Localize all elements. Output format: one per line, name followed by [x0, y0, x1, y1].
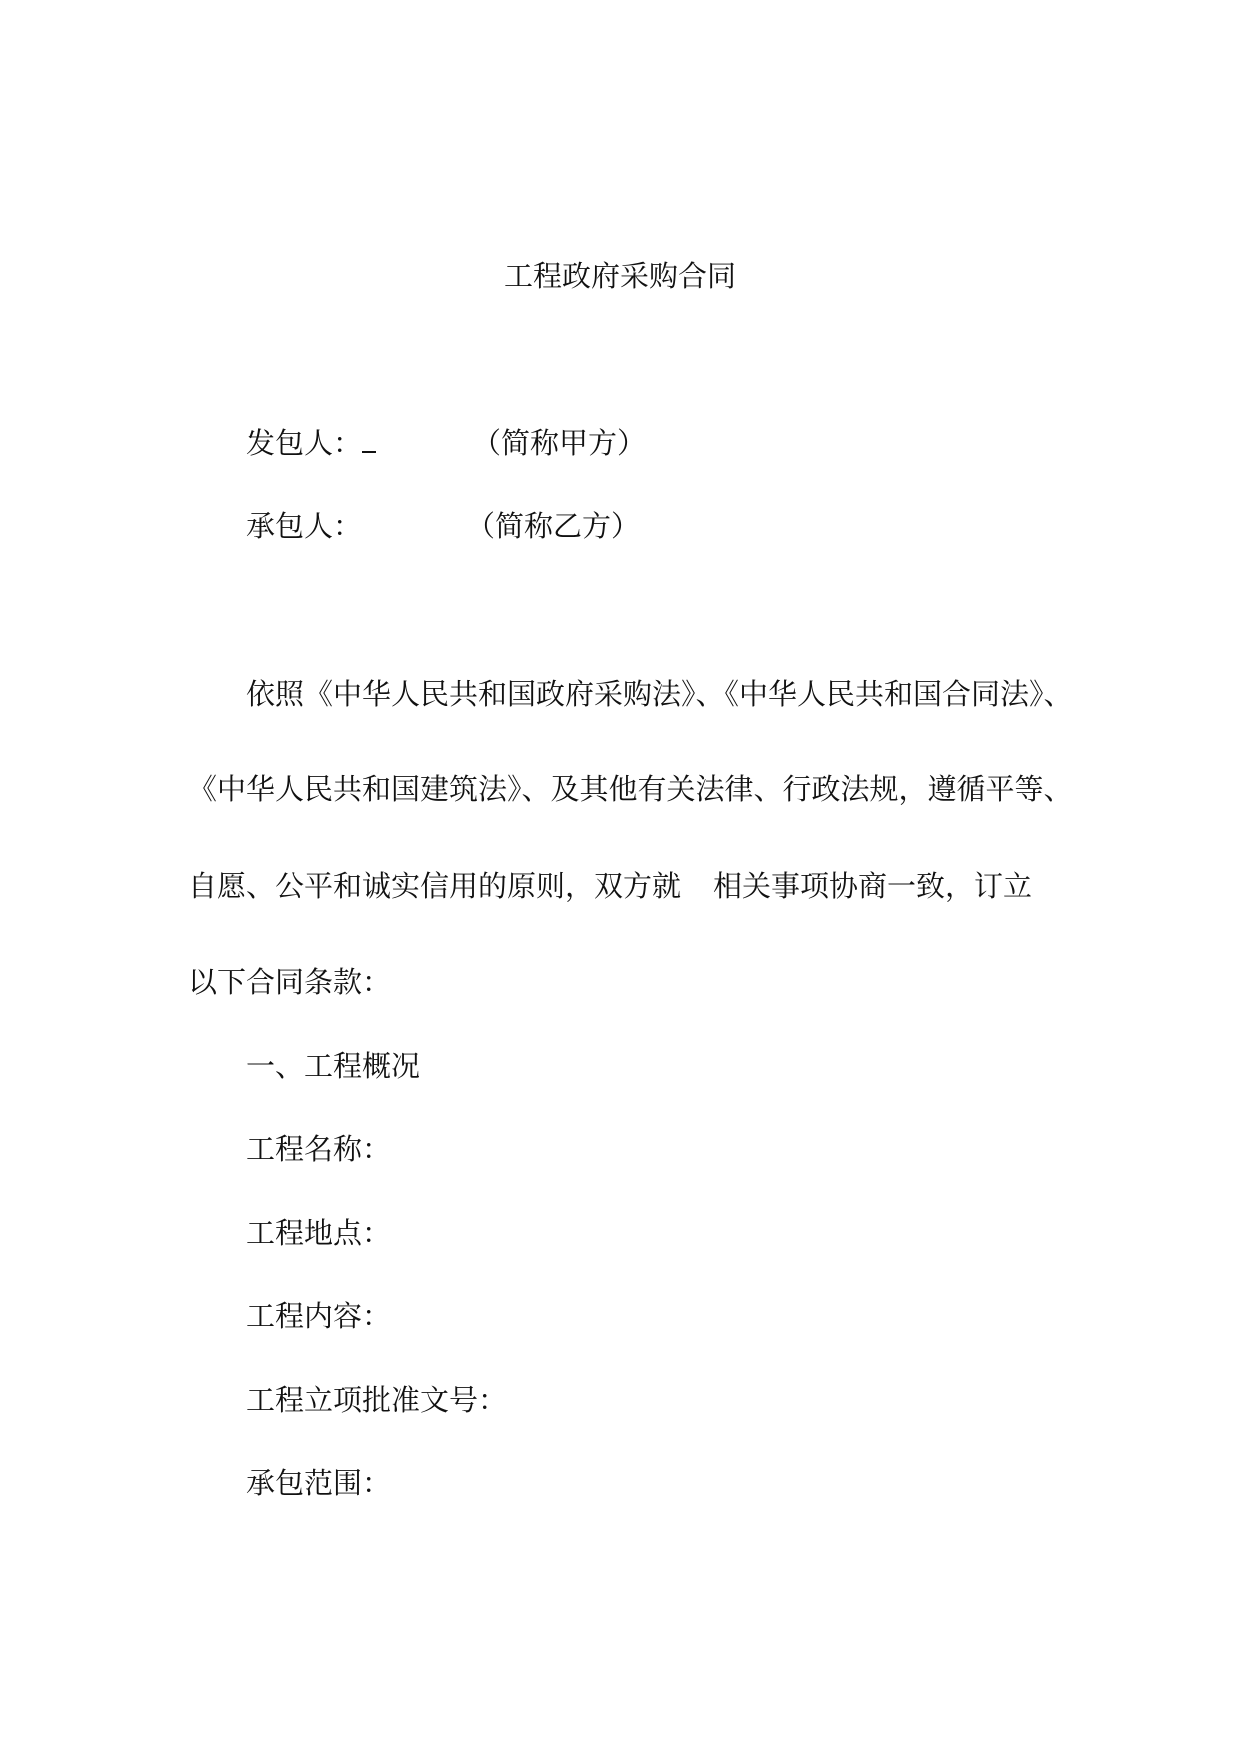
contractor-line [246, 508, 640, 544]
field-project-content: 工程内容： [246, 1299, 392, 1333]
document-title: 工程政府采购合同 [503, 259, 736, 293]
section-1-heading: 一、工程概况 [246, 1049, 421, 1083]
contractor-alias: （简称乙方） [466, 509, 641, 543]
field-project-name: 工程名称： [246, 1132, 392, 1166]
employer-alias: （简称甲方） [472, 426, 647, 460]
contractor-label: 承包人： [246, 509, 363, 543]
preamble-line-4: 以下合同条款： [188, 965, 392, 999]
preamble-line-2: 《中华人民共和国建筑法》、及其他有关法律、行政法规，遵循平等、 [188, 772, 1073, 806]
employer-label: 发包人： [246, 426, 363, 460]
field-project-location: 工程地点： [246, 1216, 392, 1250]
employer-line [246, 425, 646, 461]
preamble-line-3 [188, 868, 1032, 904]
preamble-line-3-part1: 自愿、公平和诚实信用的原则，双方就 [188, 869, 682, 903]
field-contract-scope: 承包范围： [246, 1466, 392, 1500]
preamble-line-1: 依照《中华人民共和国政府采购法》、《中华人民共和国合同法》、 [246, 677, 1073, 711]
employer-blank [362, 425, 376, 453]
preamble-line-3-part2: 相关事项协商一致，订立 [713, 869, 1033, 903]
field-approval-number: 工程立项批准文号： [246, 1383, 508, 1417]
